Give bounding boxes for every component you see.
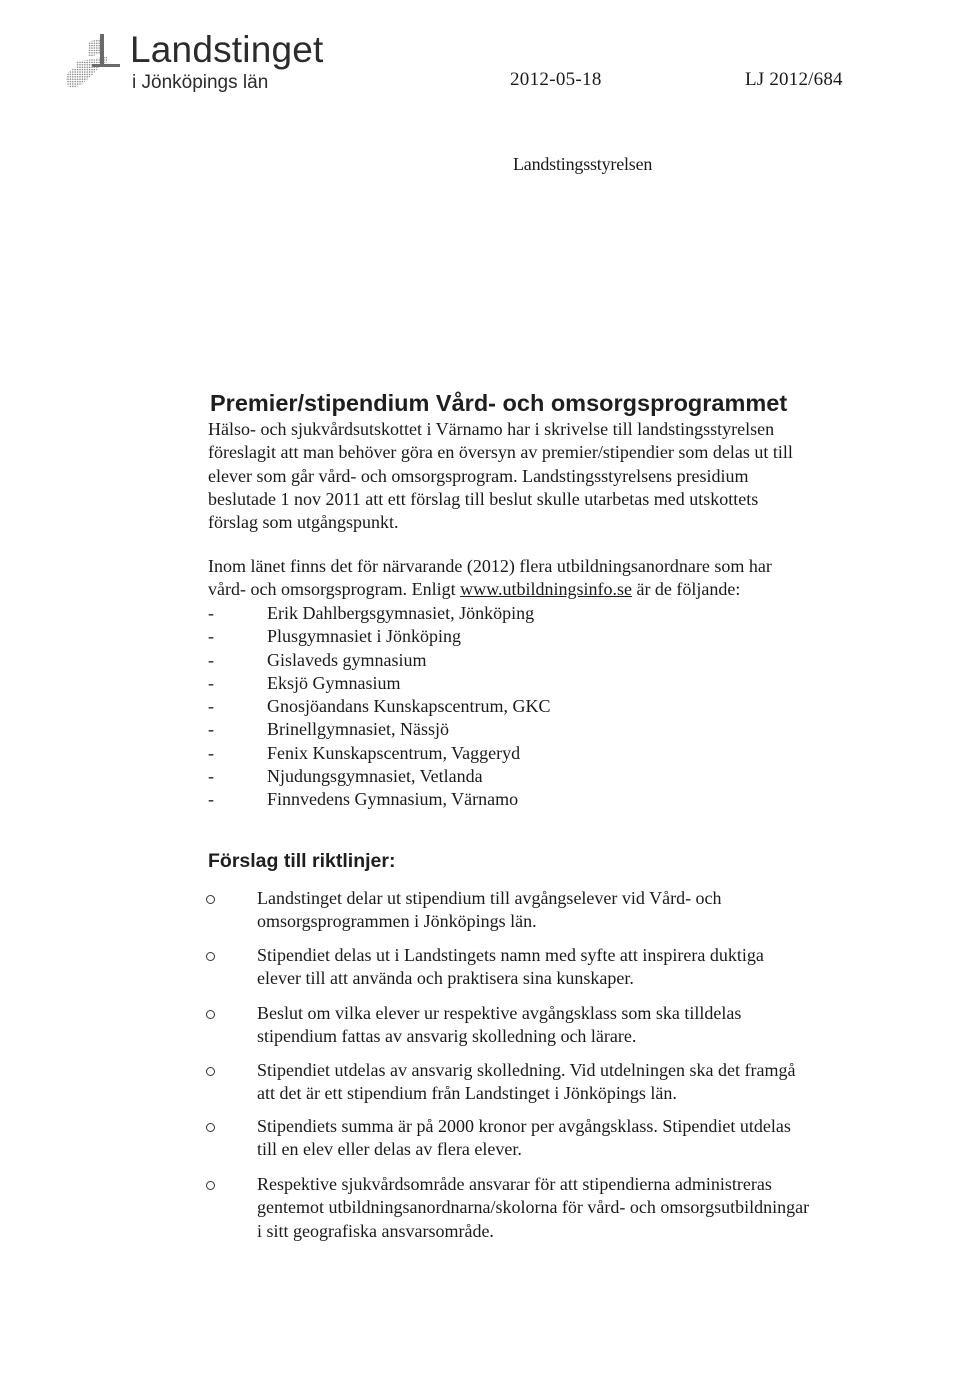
landstinget-logo-icon <box>62 30 122 94</box>
guidelines-heading: Förslag till riktlinjer: <box>208 850 396 872</box>
guideline-line: Stipendiet utdelas av ansvarig skolledning. Vid utdelningen ska det framgå <box>257 1060 796 1080</box>
utbildningsinfo-link[interactable]: www.utbildningsinfo.se <box>460 579 632 600</box>
guideline-line: stipendium fattas av ansvarig skolledning och lärare. <box>257 1026 637 1047</box>
paragraph-line: förslag som utgångspunkt. <box>208 512 399 533</box>
school-name: Finnvedens Gymnasium, Värnamo <box>267 789 519 810</box>
paragraph-line: beslutade 1 nov 2011 att ett förslag till beslut skulle utarbetas med utskottets <box>208 488 759 509</box>
dash-marker: - <box>208 603 214 623</box>
list-item <box>208 765 550 788</box>
dash-marker: - <box>208 626 214 647</box>
school-name: Gislaveds gymnasium <box>267 649 427 670</box>
dash-marker: - <box>208 649 214 670</box>
guideline-line: Stipendiet delas ut i Landstingets namn med syfte att inspirera duktiga <box>257 945 764 965</box>
paragraph-line: föreslagit att man behöver göra en översyn av premier/stipendier som delas ut till <box>208 442 793 463</box>
document-date: 2012-05-18 <box>510 69 602 90</box>
guideline-line: i sitt geografiska ansvarsområde. <box>257 1220 494 1241</box>
bullet-icon <box>206 1123 215 1132</box>
organization-name: Landstinget <box>130 29 324 70</box>
bullet-icon <box>206 1181 215 1190</box>
guideline-line: Stipendiets summa är på 2000 kronor per avgångsklass. Stipendiet utdelas <box>257 1116 791 1136</box>
dash-marker: - <box>208 672 214 693</box>
bullet-icon <box>206 895 215 904</box>
guideline-line: Beslut om vilka elever ur respektive avgångsklass som ska tilldelas <box>257 1003 742 1023</box>
guideline-line: elever till att använda och praktisera sina kunskaper. <box>257 968 634 989</box>
guideline-line: omsorgsprogrammen i Jönköpings län. <box>257 911 537 932</box>
bullet-icon <box>206 1010 215 1019</box>
guideline-line: Landstinget delar ut stipendium till avgångselever vid Vård- och <box>257 888 722 908</box>
document-reference: LJ 2012/684 <box>745 69 843 90</box>
school-list <box>208 602 550 812</box>
school-name: Eksjö Gymnasium <box>267 672 401 693</box>
school-name: Fenix Kunskapscentrum, Vaggeryd <box>267 742 521 763</box>
list-item <box>208 649 550 672</box>
document-title: Premier/stipendium Vård- och omsorgsprogrammet <box>210 390 788 416</box>
list-item <box>208 625 550 648</box>
list-item <box>208 718 550 741</box>
intro-paragraph <box>208 418 793 534</box>
guideline-text <box>257 944 764 991</box>
list-item <box>208 695 550 718</box>
dash-marker: - <box>208 789 214 810</box>
dash-marker: - <box>208 766 214 787</box>
guideline-text <box>257 1002 741 1049</box>
guideline-line: gentemot utbildningsanordnarna/skolorna för vård- och omsorgsutbildningar <box>257 1197 810 1218</box>
guideline-text <box>257 1115 791 1162</box>
guideline-line: Respektive sjukvårdsområde ansvarar för att stipendierna administreras <box>257 1174 772 1194</box>
list-item <box>208 742 550 765</box>
list-item <box>208 672 550 695</box>
school-name: Plusgymnasiet i Jönköping <box>267 626 462 647</box>
school-name: Njudungsgymnasiet, Vetlanda <box>267 766 483 787</box>
paragraph-line: elever som går vård- och omsorgsprogram. Landstingsstyrelsens presidium <box>208 465 749 486</box>
paragraph-text: vård- och omsorgsprogram. Enligt <box>208 579 461 600</box>
organization-subtitle: i Jönköpings län <box>132 72 269 93</box>
school-name: Brinellgymnasiet, Nässjö <box>267 719 449 740</box>
list-item <box>208 602 550 625</box>
providers-paragraph <box>208 555 772 602</box>
school-name: Erik Dahlbergsgymnasiet, Jönköping <box>267 603 535 623</box>
guideline-line: att det är ett stipendium från Landstinget i Jönköpings län. <box>257 1083 677 1104</box>
guideline-text <box>257 1059 795 1106</box>
guideline-text <box>257 1173 809 1243</box>
bullet-icon <box>206 1067 215 1076</box>
paragraph-line: Inom länet finns det för närvarande (2012) flera utbildningsanordnare som har <box>208 556 772 576</box>
paragraph-line: Hälso- och sjukvårdsutskottet i Värnamo har i skrivelse till landstingsstyrelsen <box>208 419 775 439</box>
guideline-text <box>257 887 722 934</box>
school-name: Gnosjöandans Kunskapscentrum, GKC <box>267 696 551 717</box>
recipient: Landstingsstyrelsen <box>513 154 653 174</box>
dash-marker: - <box>208 719 214 740</box>
bullet-icon <box>206 952 215 961</box>
paragraph-text: är de följande: <box>631 579 741 600</box>
paragraph-line <box>208 578 772 601</box>
dash-marker: - <box>208 742 214 763</box>
dash-marker: - <box>208 696 214 717</box>
guideline-line: till en elev eller delas av flera elever. <box>257 1139 522 1160</box>
list-item <box>208 788 550 811</box>
